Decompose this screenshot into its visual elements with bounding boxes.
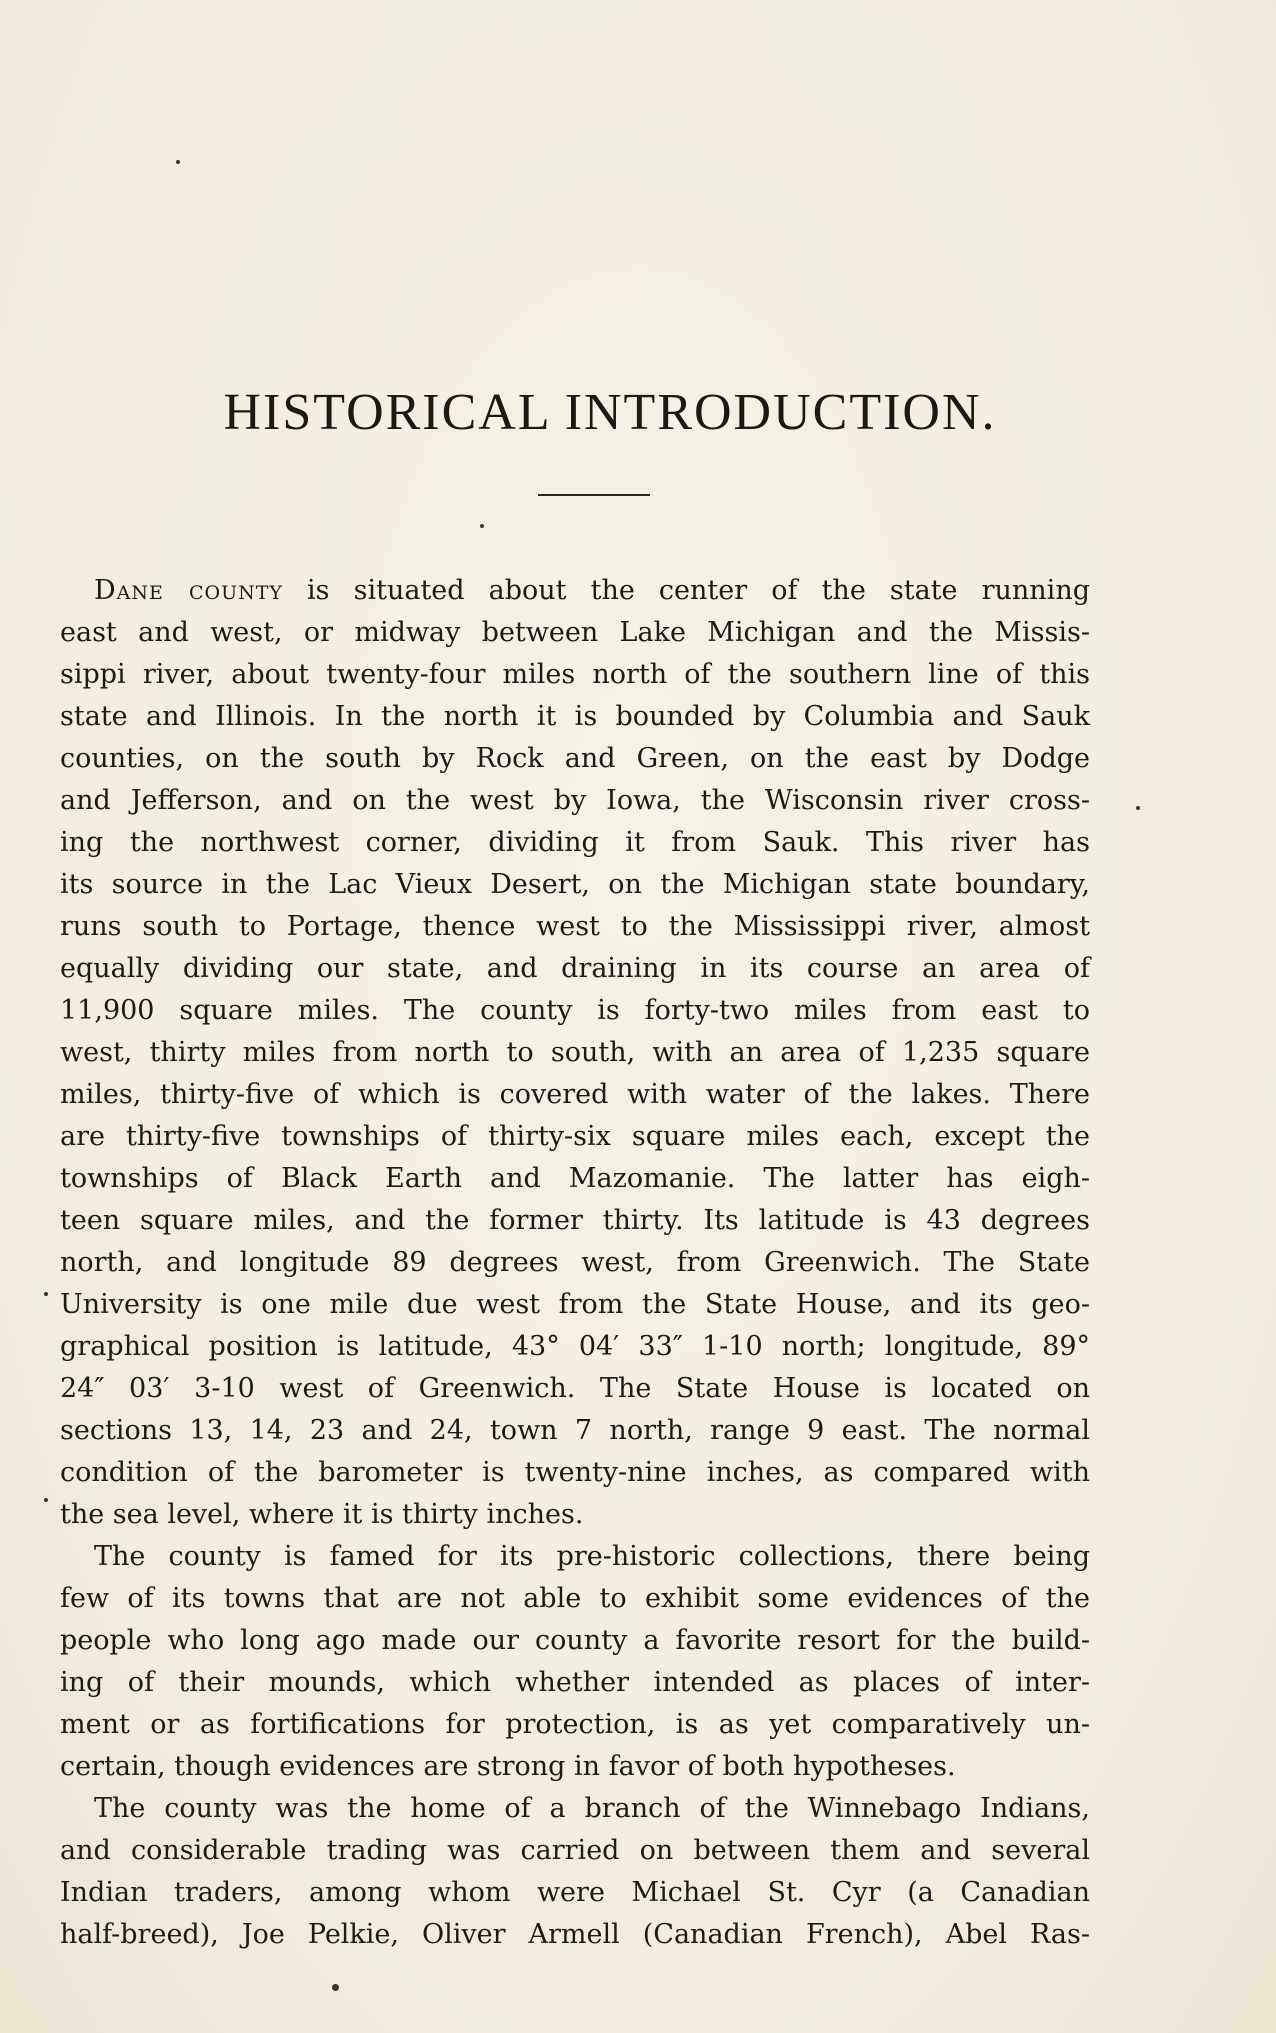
text-line: University is one mile due west from the State House, and its geo- [60,1289,1090,1320]
text-line: townships of Black Earth and Mazomanie. The latter has eigh- [60,1163,1090,1194]
text-line: runs south to Portage, thence west to the Mississippi river, almost [60,911,1090,942]
text-line: sections 13, 14, 23 and 24, town 7 north, range 9 east. The normal [60,1415,1090,1446]
ink-speck [332,1984,339,1991]
text-line: west, thirty miles from north to south, with an area of 1,235 square [60,1037,1090,1068]
ink-speck [44,1292,48,1296]
text-line: miles, thirty-five of which is covered with water of the lakes. There [60,1079,1090,1110]
text-line: and considerable trading was carried on between them and several [60,1835,1090,1866]
text-line: are thirty-five townships of thirty-six square miles each, except the [60,1121,1090,1152]
text-line: sippi river, about twenty-four miles north of the southern line of this [60,659,1090,690]
ink-speck [480,524,484,528]
text-line: and Jefferson, and on the west by Iowa, the Wisconsin river cross- [60,785,1090,816]
text-line: counties, on the south by Rock and Green, on the east by Dodge [60,743,1090,774]
text-line: ing of their mounds, which whether intended as places of inter- [60,1667,1090,1698]
text-line: teen square miles, and the former thirty. Its latitude is 43 degrees [60,1205,1090,1236]
text-line: state and Illinois. In the north it is bounded by Columbia and Sauk [60,701,1090,732]
text-line: 11,900 square miles. The county is forty-two miles from east to [60,995,1090,1026]
text-line: north, and longitude 89 degrees west, from Greenwich. The State [60,1247,1090,1278]
text-line: people who long ago made our county a favorite resort for the build- [60,1625,1090,1656]
text-line: graphical position is latitude, 43° 04′ 33″ 1-10 north; longitude, 89° [60,1331,1090,1362]
ink-speck [176,160,180,164]
show-through-text [560,150,1120,510]
title-rule [538,494,650,496]
opening-words: Dane county [94,575,283,606]
text-line: its source in the Lac Vieux Desert, on the Michigan state boundary, [60,869,1090,900]
text-line: few of its towns that are not able to exhibit some evidences of the [60,1583,1090,1614]
text-line: condition of the barometer is twenty-nine inches, as compared with [60,1457,1090,1488]
text-line: half-breed), Joe Pelkie, Oliver Armell (Canadian French), Abel Ras- [60,1919,1090,1950]
text-line: ing the northwest corner, dividing it from Sauk. This river has [60,827,1090,858]
text-line: equally dividing our state, and draining in its course an area of [60,953,1090,984]
ink-speck [44,1498,48,1502]
text-line: 24″ 03′ 3-10 west of Greenwich. The State House is located on [60,1373,1090,1404]
text-line: east and west, or midway between Lake Michigan and the Missis- [60,617,1090,648]
text-line: the sea level, where it is thirty inches. [60,1499,584,1530]
text-line: ment or as fortifications for protection, is as yet comparatively un- [60,1709,1090,1740]
text-line: Dane county is situated about the center of the state running [94,575,1090,606]
text-line: The county was the home of a branch of the Winnebago Indians, [94,1793,1090,1824]
ink-speck [1136,806,1140,810]
body-text [60,570,1090,1956]
text-line: certain, though evidences are strong in favor of both hypotheses. [60,1751,956,1782]
page-title: HISTORICAL INTRODUCTION. [223,384,997,441]
text-line: Indian traders, among whom were Michael St. Cyr (a Canadian [60,1877,1090,1908]
text-line: The county is famed for its pre-historic collections, there being [94,1541,1090,1572]
